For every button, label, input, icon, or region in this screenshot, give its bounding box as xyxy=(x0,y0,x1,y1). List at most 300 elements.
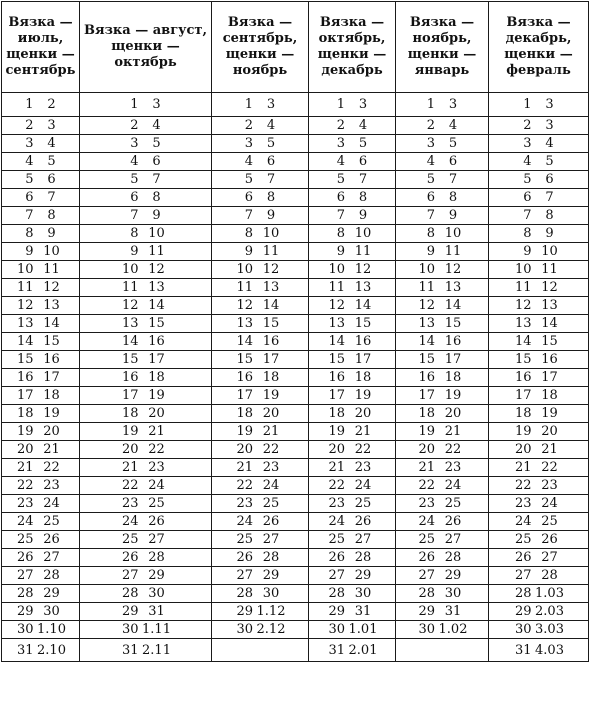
table-cell xyxy=(309,639,396,662)
mating-day: 14 xyxy=(121,334,139,349)
table-row xyxy=(2,243,589,261)
mating-day: 11 xyxy=(16,280,34,295)
mating-day: 14 xyxy=(236,334,253,349)
birth-day: 28 xyxy=(354,550,372,565)
mating-day: 29 xyxy=(418,604,435,619)
birth-day: 25 xyxy=(354,496,372,511)
table-cell xyxy=(2,225,80,243)
table-cell xyxy=(396,189,489,207)
mating-day: 2 xyxy=(25,118,34,133)
birth-day: 23 xyxy=(541,478,558,493)
birth-day: 23 xyxy=(148,460,165,475)
mating-day: 14 xyxy=(418,334,435,349)
mating-day: 25 xyxy=(418,532,435,547)
birth-day: 7 xyxy=(358,172,368,187)
birth-day: 20 xyxy=(262,406,280,421)
table-cell xyxy=(489,549,589,567)
table-cell xyxy=(80,459,212,477)
birth-day: 29 xyxy=(354,568,372,583)
table-cell xyxy=(2,153,80,171)
mating-day: 12 xyxy=(418,298,435,313)
table-cell xyxy=(309,531,396,549)
birth-day: 21 xyxy=(444,424,462,439)
mating-day: 28 xyxy=(328,586,345,601)
birth-day: 14 xyxy=(262,298,280,313)
mating-day: 23 xyxy=(418,496,435,511)
mating-day: 19 xyxy=(121,424,139,439)
table-cell xyxy=(489,93,589,117)
birth-day: 14 xyxy=(148,298,165,313)
birth-day: 27 xyxy=(444,532,462,547)
birth-day: 12 xyxy=(148,262,165,277)
table-row xyxy=(2,207,589,225)
mating-day: 26 xyxy=(16,550,34,565)
mating-day: 16 xyxy=(328,370,345,385)
birth-day: 17 xyxy=(148,352,165,367)
mating-day: 23 xyxy=(121,496,139,511)
birth-day: 13 xyxy=(148,280,165,295)
mating-day: 19 xyxy=(514,424,532,439)
table-cell xyxy=(396,387,489,405)
birth-day: 4 xyxy=(47,136,56,151)
birth-day: 18 xyxy=(262,370,280,385)
mating-day: 18 xyxy=(514,406,532,421)
birth-day: 22 xyxy=(541,460,558,475)
birth-day: 23 xyxy=(43,478,60,493)
table-cell xyxy=(396,531,489,549)
birth-day: 28 xyxy=(444,550,462,565)
table-cell xyxy=(309,171,396,189)
mating-day: 6 xyxy=(25,190,34,205)
table-cell xyxy=(2,189,80,207)
mating-day: 1 xyxy=(244,97,253,112)
birth-day: 18 xyxy=(541,388,558,403)
table-row xyxy=(2,315,589,333)
mating-day: 30 xyxy=(514,622,532,637)
birth-day: 31 xyxy=(444,604,462,619)
table-cell xyxy=(489,585,589,603)
mating-day: 28 xyxy=(418,586,435,601)
birth-day: 29 xyxy=(262,568,280,583)
birth-day: 27 xyxy=(541,550,558,565)
birth-day: 8 xyxy=(47,208,56,223)
birth-day: 28 xyxy=(262,550,280,565)
table-row xyxy=(2,387,589,405)
table-cell xyxy=(309,279,396,297)
table-cell xyxy=(212,639,309,662)
mating-day: 1 xyxy=(523,97,532,112)
mating-day: 31 xyxy=(328,642,345,658)
header-row xyxy=(2,2,589,93)
mating-day: 30 xyxy=(418,622,435,637)
birth-day: 12 xyxy=(43,280,60,295)
mating-day: 5 xyxy=(130,172,139,187)
mating-day: 9 xyxy=(336,244,345,259)
mating-day: 18 xyxy=(236,406,253,421)
mating-day: 13 xyxy=(328,316,345,331)
table-cell xyxy=(2,351,80,369)
mating-day: 7 xyxy=(523,208,532,223)
table-cell xyxy=(489,333,589,351)
mating-day: 29 xyxy=(328,604,345,619)
birth-day: 19 xyxy=(444,388,462,403)
mating-day: 27 xyxy=(418,568,435,583)
mating-birth-table xyxy=(1,1,589,662)
table-cell xyxy=(212,279,309,297)
birth-day: 3 xyxy=(358,97,368,112)
table-cell xyxy=(80,477,212,495)
mating-day: 22 xyxy=(418,478,435,493)
table-cell xyxy=(212,621,309,639)
table-cell xyxy=(80,441,212,459)
birth-day: 11 xyxy=(541,262,558,277)
mating-day: 27 xyxy=(121,568,139,583)
table-cell xyxy=(80,621,212,639)
mating-day: 31 xyxy=(16,642,34,658)
table-row xyxy=(2,423,589,441)
table-cell xyxy=(396,423,489,441)
mating-day: 4 xyxy=(336,154,345,169)
birth-day: 15 xyxy=(43,334,60,349)
birth-day: 28 xyxy=(541,568,558,583)
mating-day: 22 xyxy=(121,478,139,493)
birth-day: 6 xyxy=(152,154,161,169)
table-row xyxy=(2,171,589,189)
mating-day: 27 xyxy=(328,568,345,583)
birth-day: 13 xyxy=(444,280,462,295)
mating-day: 9 xyxy=(244,244,253,259)
table-cell xyxy=(396,441,489,459)
mating-day: 16 xyxy=(514,370,532,385)
table-cell xyxy=(2,117,80,135)
mating-day: 3 xyxy=(244,136,253,151)
table-row xyxy=(2,261,589,279)
birth-day: 22 xyxy=(354,442,372,457)
table-row xyxy=(2,639,589,662)
table-cell xyxy=(212,513,309,531)
birth-day: 27 xyxy=(262,532,280,547)
mating-day: 18 xyxy=(16,406,34,421)
table-row xyxy=(2,513,589,531)
mating-day: 6 xyxy=(523,190,532,205)
table-cell xyxy=(80,189,212,207)
birth-day: 14 xyxy=(444,298,462,313)
birth-day: 29 xyxy=(43,586,60,601)
table-cell xyxy=(489,477,589,495)
table-cell xyxy=(2,549,80,567)
birth-day: 28 xyxy=(148,550,165,565)
table-cell xyxy=(489,495,589,513)
table-cell xyxy=(396,405,489,423)
birth-day: 29 xyxy=(444,568,462,583)
mating-day: 23 xyxy=(514,496,532,511)
birth-day: 11 xyxy=(148,244,165,259)
mating-day: 29 xyxy=(514,604,532,619)
table-cell xyxy=(2,621,80,639)
mating-day: 20 xyxy=(121,442,139,457)
birth-day: 5 xyxy=(358,136,368,151)
birth-day: 15 xyxy=(148,316,165,331)
table-cell xyxy=(396,477,489,495)
birth-day: 5 xyxy=(448,136,458,151)
mating-day: 10 xyxy=(16,262,34,277)
birth-day: 22 xyxy=(262,442,280,457)
table-cell xyxy=(309,585,396,603)
mating-day: 3 xyxy=(336,136,345,151)
birth-day: 3 xyxy=(545,118,554,133)
birth-day: 12 xyxy=(541,280,558,295)
birth-day: 25 xyxy=(43,514,60,529)
birth-day: 18 xyxy=(43,388,60,403)
birth-day: 9 xyxy=(47,226,56,241)
table-cell xyxy=(396,117,489,135)
mating-day: 5 xyxy=(426,172,435,187)
table-cell xyxy=(396,279,489,297)
birth-day: 13 xyxy=(43,298,60,313)
birth-day: 6 xyxy=(358,154,368,169)
mating-day: 6 xyxy=(336,190,345,205)
birth-day: 21 xyxy=(43,442,60,457)
table-cell xyxy=(2,531,80,549)
mating-day: 6 xyxy=(426,190,435,205)
table-cell xyxy=(309,93,396,117)
mating-day: 22 xyxy=(514,478,532,493)
table-cell xyxy=(309,477,396,495)
mating-day: 13 xyxy=(121,316,139,331)
birth-day: 12 xyxy=(354,262,372,277)
birth-day: 26 xyxy=(541,532,558,547)
birth-day: 30 xyxy=(444,586,462,601)
birth-day: 10 xyxy=(541,244,558,259)
table-cell xyxy=(2,387,80,405)
table-row xyxy=(2,351,589,369)
mating-day: 26 xyxy=(328,550,345,565)
birth-day: 6 xyxy=(47,172,56,187)
mating-day: 14 xyxy=(16,334,34,349)
mating-day: 9 xyxy=(130,244,139,259)
birth-day: 7 xyxy=(47,190,56,205)
mating-day: 13 xyxy=(16,316,34,331)
table-cell xyxy=(80,513,212,531)
birth-day: 27 xyxy=(43,550,60,565)
header-dec-feb: Вязка — декабрь, щенки — февраль xyxy=(489,2,589,93)
table-cell xyxy=(489,513,589,531)
table-cell xyxy=(212,207,309,225)
mating-day: 18 xyxy=(121,406,139,421)
mating-day: 23 xyxy=(328,496,345,511)
table-cell xyxy=(2,333,80,351)
table-cell xyxy=(396,171,489,189)
table-row xyxy=(2,369,589,387)
birth-day: 6 xyxy=(545,172,554,187)
birth-day: 17 xyxy=(541,370,558,385)
mating-day: 27 xyxy=(514,568,532,583)
table-cell xyxy=(309,117,396,135)
table-cell xyxy=(80,351,212,369)
mating-day: 8 xyxy=(426,226,435,241)
header-jul-sep: Вязка — июль, щенки — сентябрь xyxy=(2,2,80,93)
table-cell xyxy=(396,243,489,261)
table-cell xyxy=(309,297,396,315)
mating-day: 28 xyxy=(236,586,253,601)
table-cell xyxy=(489,639,589,662)
birth-day: 17 xyxy=(444,352,462,367)
mating-day: 7 xyxy=(426,208,435,223)
birth-day: 21 xyxy=(354,424,372,439)
table-cell xyxy=(212,441,309,459)
table-cell xyxy=(489,387,589,405)
table-row xyxy=(2,117,589,135)
mating-day: 11 xyxy=(328,280,345,295)
mating-day: 10 xyxy=(121,262,139,277)
mating-day: 15 xyxy=(514,352,532,367)
birth-day: 8 xyxy=(358,190,368,205)
mating-day: 28 xyxy=(514,586,532,601)
mating-day: 21 xyxy=(514,460,532,475)
birth-day: 15 xyxy=(541,334,558,349)
birth-day: 10 xyxy=(148,226,165,241)
mating-day: 16 xyxy=(418,370,435,385)
table-cell xyxy=(396,639,489,662)
table-row xyxy=(2,549,589,567)
birth-day: 26 xyxy=(148,514,165,529)
birth-day: 24 xyxy=(354,478,372,493)
mating-day: 17 xyxy=(16,388,34,403)
birth-day: 25 xyxy=(444,496,462,511)
table-cell xyxy=(396,315,489,333)
table-cell xyxy=(489,603,589,621)
birth-day: 1.12 xyxy=(256,604,286,619)
mating-day: 13 xyxy=(236,316,253,331)
mating-day: 18 xyxy=(328,406,345,421)
mating-day: 26 xyxy=(418,550,435,565)
birth-day: 1.02 xyxy=(438,622,468,637)
table-cell xyxy=(396,333,489,351)
birth-day: 19 xyxy=(43,406,60,421)
mating-day: 10 xyxy=(236,262,253,277)
table-cell xyxy=(489,423,589,441)
birth-day: 9 xyxy=(266,208,276,223)
mating-day: 6 xyxy=(244,190,253,205)
mating-day: 29 xyxy=(16,604,34,619)
birth-day: 19 xyxy=(354,388,372,403)
table-cell xyxy=(80,93,212,117)
table-cell xyxy=(80,225,212,243)
table-cell xyxy=(489,171,589,189)
birth-day: 16 xyxy=(444,334,462,349)
birth-day: 1.01 xyxy=(348,622,378,637)
mating-day: 12 xyxy=(16,298,34,313)
table-cell xyxy=(80,261,212,279)
birth-day: 10 xyxy=(444,226,462,241)
table-row xyxy=(2,189,589,207)
table-cell xyxy=(489,621,589,639)
table-cell xyxy=(212,351,309,369)
mating-day: 11 xyxy=(514,280,532,295)
mating-day: 11 xyxy=(121,280,139,295)
birth-day: 9 xyxy=(358,208,368,223)
table-cell xyxy=(396,585,489,603)
birth-day: 26 xyxy=(354,514,372,529)
mating-day: 4 xyxy=(426,154,435,169)
table-cell xyxy=(80,639,212,662)
birth-day: 31 xyxy=(354,604,372,619)
mating-day: 30 xyxy=(121,622,139,637)
mating-day: 12 xyxy=(514,298,532,313)
birth-day: 22 xyxy=(444,442,462,457)
table-row xyxy=(2,621,589,639)
birth-day: 22 xyxy=(148,442,165,457)
table-cell xyxy=(80,567,212,585)
table-cell xyxy=(80,387,212,405)
birth-day: 16 xyxy=(148,334,165,349)
mating-day: 8 xyxy=(523,226,532,241)
table-cell xyxy=(489,225,589,243)
mating-day: 27 xyxy=(236,568,253,583)
birth-day: 6 xyxy=(266,154,276,169)
birth-day: 9 xyxy=(152,208,161,223)
mating-day: 2 xyxy=(336,118,345,133)
table-cell xyxy=(396,369,489,387)
table-cell xyxy=(212,567,309,585)
mating-day: 13 xyxy=(514,316,532,331)
mating-day: 1 xyxy=(336,97,345,112)
mating-day: 9 xyxy=(25,244,34,259)
mating-day: 20 xyxy=(514,442,532,457)
table-cell xyxy=(212,369,309,387)
table-cell xyxy=(212,171,309,189)
table-cell xyxy=(396,153,489,171)
birth-day: 21 xyxy=(541,442,558,457)
table-cell xyxy=(309,261,396,279)
mating-day: 26 xyxy=(514,550,532,565)
mating-day: 14 xyxy=(328,334,345,349)
birth-day: 19 xyxy=(148,388,165,403)
table-cell xyxy=(309,243,396,261)
birth-day: 2.03 xyxy=(535,604,564,619)
mating-day: 8 xyxy=(244,226,253,241)
table-cell xyxy=(489,567,589,585)
mating-day: 25 xyxy=(121,532,139,547)
table-cell xyxy=(80,117,212,135)
table-cell xyxy=(2,405,80,423)
table-cell xyxy=(489,153,589,171)
mating-day: 15 xyxy=(121,352,139,367)
table-row xyxy=(2,333,589,351)
mating-day: 10 xyxy=(514,262,532,277)
birth-day: 9 xyxy=(545,226,554,241)
birth-day: 21 xyxy=(262,424,280,439)
table-cell xyxy=(212,405,309,423)
birth-day: 17 xyxy=(354,352,372,367)
table-cell xyxy=(2,459,80,477)
table-cell xyxy=(80,585,212,603)
table-cell xyxy=(489,243,589,261)
table-cell xyxy=(309,225,396,243)
table-cell xyxy=(489,207,589,225)
table-cell xyxy=(489,279,589,297)
birth-day: 5 xyxy=(545,154,554,169)
birth-day: 2.12 xyxy=(256,622,286,637)
mating-day: 7 xyxy=(244,208,253,223)
mating-day: 30 xyxy=(16,622,34,637)
table-cell xyxy=(309,333,396,351)
mating-day: 30 xyxy=(328,622,345,637)
birth-day: 16 xyxy=(541,352,558,367)
birth-day: 7 xyxy=(545,190,554,205)
birth-day: 18 xyxy=(148,370,165,385)
mating-day: 20 xyxy=(236,442,253,457)
